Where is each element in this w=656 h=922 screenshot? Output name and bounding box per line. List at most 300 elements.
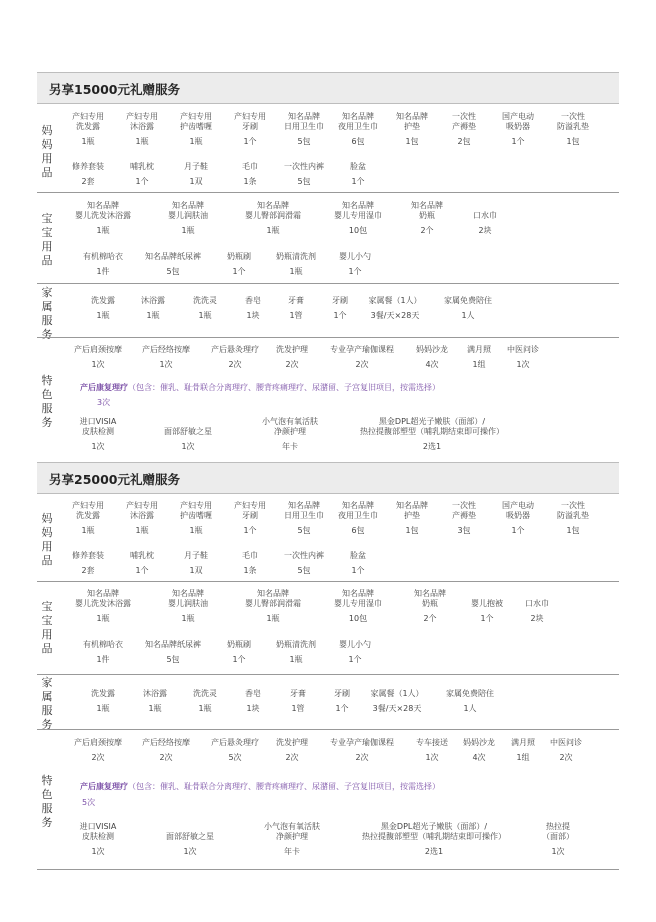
item-name: 哺乳枕 (130, 162, 154, 171)
item-name: 婴儿小勺 (339, 640, 371, 649)
item-name: 产后悬灸理疗 (211, 345, 259, 354)
item-name-line1 (155, 822, 225, 832)
item-name-line2: （面部） (542, 832, 574, 841)
rehab-title: 产后康复理疗 (80, 782, 128, 791)
item-name: 中医问诊 (507, 345, 539, 354)
item-name-line2: 防溢乳垫 (557, 122, 589, 131)
item-quantity: 1瓶 (289, 655, 303, 664)
item-quantity: 5包 (297, 526, 311, 535)
gift-item (537, 112, 609, 147)
divider (37, 283, 619, 284)
gift-item (130, 738, 202, 763)
category-label-family: 家 属 服 务 (41, 286, 53, 341)
item-name-line1: 产妇专用 (126, 112, 158, 121)
item-quantity: 2次 (559, 753, 573, 762)
item-name-line1: 一次性 (452, 112, 476, 121)
item-name: 奶瓶刷 (227, 252, 251, 261)
item-quantity: 1瓶 (148, 704, 162, 713)
item-quantity: 1个 (335, 704, 349, 713)
item-quantity: 1瓶 (96, 311, 110, 320)
item-quantity: 1个 (351, 566, 365, 575)
item-quantity: 2块 (530, 614, 544, 623)
item-quantity: 1瓶 (181, 614, 195, 623)
item-name-line2: 婴儿专用湿巾 (334, 211, 382, 220)
divider (37, 337, 619, 338)
category-label-baby: 宝 宝 用 品 (41, 212, 53, 267)
item-quantity: 2次 (355, 360, 369, 369)
item-name: 专业孕产瑜伽课程 (330, 345, 394, 354)
item-quantity: 6包 (351, 137, 365, 146)
item-name-line1: 黑金DPL超光子嫩肤（面部）/ (380, 822, 488, 831)
item-name-line2: 婴儿润肤油 (168, 211, 208, 220)
item-quantity: 1瓶 (181, 226, 195, 235)
item-name-line2: 口水巾 (473, 211, 497, 220)
gift-item (322, 589, 394, 624)
item-quantity: 6包 (351, 526, 365, 535)
category-label-special: 特 色 服 务 (41, 374, 53, 429)
item-quantity: 1瓶 (81, 137, 95, 146)
item-name-line1: 产妇专用 (180, 112, 212, 121)
item-name-line2: 热拉提馥部塑型（哺乳期结束即可操作） (362, 832, 506, 841)
item-quantity: 1次 (181, 442, 195, 451)
item-quantity: 1瓶 (198, 311, 212, 320)
item-name-line1: 知名品牌 (396, 501, 428, 510)
gift-item (62, 345, 134, 370)
item-name-line1: 知名品牌 (288, 112, 320, 121)
item-quantity: 5包 (297, 566, 311, 575)
item-name-line2: 婴儿抱被 (471, 599, 503, 608)
item-quantity: 1瓶 (189, 137, 203, 146)
item-quantity: 1个 (243, 137, 257, 146)
item-name: 婴儿小勺 (339, 252, 371, 261)
item-quantity: 1次 (516, 360, 530, 369)
gift-item (66, 417, 130, 452)
item-name-line1: 产妇专用 (180, 501, 212, 510)
rehab-line (80, 781, 440, 792)
gift-item (487, 345, 559, 370)
item-quantity: 1个 (351, 177, 365, 186)
item-quantity: 2次 (228, 360, 242, 369)
divider (37, 674, 619, 675)
item-quantity: 3餐/天×28天 (372, 704, 422, 713)
item-name-line1: 知名品牌 (87, 201, 119, 210)
gift-item (237, 589, 309, 624)
item-name-line1 (153, 417, 223, 427)
item-name: 妈妈沙龙 (416, 345, 448, 354)
item-name-line1: 知名品牌 (172, 201, 204, 210)
item-name: 专业孕产瑜伽课程 (330, 738, 394, 747)
item-name-line2: 婴儿洗发沐浴露 (75, 211, 131, 220)
item-name: 满月照 (511, 738, 535, 747)
item-quantity: 1瓶 (198, 704, 212, 713)
item-quantity: 1瓶 (135, 137, 149, 146)
item-quantity: 2次 (285, 753, 299, 762)
gift-item (326, 345, 398, 370)
item-name: 香皂 (245, 689, 261, 698)
item-name-line2: 沐浴露 (130, 511, 154, 520)
item-name-line1: 进口VISIA (79, 822, 117, 831)
item-name: 一次性内裤 (284, 551, 324, 560)
item-quantity: 2次 (355, 753, 369, 762)
gift-item (322, 162, 394, 187)
item-quantity: 1个 (135, 566, 149, 575)
item-name-line2: 护垫 (404, 122, 420, 131)
item-name-line2: 夜用卫生巾 (338, 511, 378, 520)
item-name-line2: 面部舒敏之星 (164, 427, 212, 436)
item-name-line2: 面部舒敏之星 (166, 832, 214, 841)
item-name-line2: 产褥垫 (452, 122, 476, 131)
gift-item (137, 640, 209, 665)
item-quantity: 1个 (232, 267, 246, 276)
divider (37, 869, 619, 870)
item-quantity: 1瓶 (96, 614, 110, 623)
item-name: 洗洗灵 (193, 689, 217, 698)
gift-item (449, 201, 521, 236)
item-quantity: 1块 (246, 311, 260, 320)
gift-item (67, 252, 139, 277)
item-quantity: 1个 (348, 267, 362, 276)
item-name: 毛巾 (242, 162, 258, 171)
item-name: 修养套装 (72, 551, 104, 560)
item-name-line2: 婴儿洗发沐浴露 (75, 599, 131, 608)
item-name-line1: 知名品牌 (342, 501, 374, 510)
item-name-line1: 知名品牌 (342, 589, 374, 598)
divider (37, 729, 619, 730)
gift-item (152, 201, 224, 236)
item-name: 奶瓶刷 (227, 640, 251, 649)
item-name: 沐浴露 (141, 296, 165, 305)
gift-item (434, 689, 506, 714)
item-name-line1: 知名品牌 (342, 112, 374, 121)
gift-item (322, 201, 394, 236)
gift-item (130, 345, 202, 370)
item-name-line1: 知名品牌 (396, 112, 428, 121)
gift-item (155, 822, 225, 857)
item-name: 牙膏 (290, 689, 306, 698)
item-quantity: 1个 (333, 311, 347, 320)
item-name-line1: 小气泡有氧活肤 (264, 822, 320, 831)
item-quantity: 年卡 (284, 847, 300, 856)
item-quantity: 2个 (423, 614, 437, 623)
item-name: 牙刷 (332, 296, 348, 305)
item-name: 洗洗灵 (193, 296, 217, 305)
item-name-line2: 吸奶器 (506, 511, 530, 520)
item-name-line1: 一次性 (452, 501, 476, 510)
rehab-count: 3次 (97, 398, 111, 407)
item-name-line2: 沐浴露 (130, 122, 154, 131)
item-quantity: 4次 (472, 753, 486, 762)
item-name-line2: 洗发露 (76, 122, 100, 131)
item-quantity: 2次 (91, 753, 105, 762)
item-quantity: 1次 (91, 442, 105, 451)
item-name: 产后经络按摩 (142, 738, 190, 747)
item-quantity: 1个 (232, 655, 246, 664)
gift-item (322, 551, 394, 576)
gift-item (67, 589, 139, 624)
item-name-line2: 护垫 (404, 511, 420, 520)
gift-item (137, 252, 209, 277)
item-quantity: 1个 (480, 614, 494, 623)
section-title: 另享25000元礼赠服务 (49, 472, 180, 487)
gift-item (67, 201, 139, 236)
item-name: 修养套装 (72, 162, 104, 171)
item-quantity: 1瓶 (96, 704, 110, 713)
item-name-line2: 皮肤检测 (82, 832, 114, 841)
category-label-mama: 妈 妈 用 品 (41, 124, 53, 179)
item-quantity: 1个 (135, 177, 149, 186)
item-quantity: 1次 (551, 847, 565, 856)
rehab-detail: （包含：催乳、耻骨联合分离理疗、腰背疼痛理疗、尿潴留、子宫复旧项目，按需选择） (128, 383, 440, 392)
item-name: 月子鞋 (184, 551, 208, 560)
item-quantity: 1瓶 (135, 526, 149, 535)
item-name: 中医问诊 (550, 738, 582, 747)
item-quantity: 1件 (96, 655, 110, 664)
gift-item (528, 822, 588, 857)
item-quantity: 1瓶 (189, 526, 203, 535)
item-quantity: 5包 (297, 137, 311, 146)
item-quantity: 1瓶 (289, 267, 303, 276)
gift-item (67, 640, 139, 665)
section-header-25000 (37, 462, 619, 494)
item-quantity: 2个 (420, 226, 434, 235)
item-name: 月子鞋 (184, 162, 208, 171)
item-name: 洗发护理 (276, 738, 308, 747)
rehab-line (80, 382, 440, 393)
item-quantity: 2套 (81, 177, 95, 186)
item-quantity: 1人 (463, 704, 477, 713)
item-quantity: 1件 (96, 267, 110, 276)
item-quantity: 1个 (511, 137, 525, 146)
category-label-family: 家 属 服 务 (41, 676, 53, 731)
item-quantity: 1次 (91, 847, 105, 856)
item-name: 有机棉哈衣 (83, 252, 123, 261)
section-title: 另享15000元礼赠服务 (49, 82, 180, 97)
item-name-line2: 日用卫生巾 (284, 511, 324, 520)
gift-item (432, 296, 504, 321)
item-quantity: 5包 (166, 267, 180, 276)
item-quantity: 5包 (166, 655, 180, 664)
gift-item (66, 822, 130, 857)
item-quantity: 1包 (405, 526, 419, 535)
item-name: 香皂 (245, 296, 261, 305)
category-label-mama: 妈 妈 用 品 (41, 512, 53, 567)
item-quantity: 1组 (472, 360, 486, 369)
item-name-line1: 知名品牌 (288, 501, 320, 510)
item-name: 专车接送 (416, 738, 448, 747)
item-quantity: 1包 (566, 137, 580, 146)
item-quantity: 1包 (405, 137, 419, 146)
item-quantity: 2次 (285, 360, 299, 369)
item-quantity: 2套 (81, 566, 95, 575)
item-name-line1: 产妇专用 (234, 112, 266, 121)
item-name: 洗发露 (91, 689, 115, 698)
item-name: 牙膏 (288, 296, 304, 305)
item-quantity: 3餐/天×28天 (370, 311, 420, 320)
item-name-line2: 婴儿臀部润滑霜 (245, 599, 301, 608)
item-name: 奶瓶清洗剂 (276, 252, 316, 261)
item-name-line1: 热拉提 (546, 822, 570, 831)
item-name-line1: 知名品牌 (414, 589, 446, 598)
gift-item (62, 738, 134, 763)
item-quantity: 1瓶 (146, 311, 160, 320)
item-name-line1 (501, 589, 573, 599)
section-header-15000 (37, 72, 619, 104)
item-name-line1 (449, 201, 521, 211)
item-quantity: 1次 (159, 360, 173, 369)
item-name-line2: 奶瓶 (422, 599, 438, 608)
gift-item (152, 589, 224, 624)
item-name: 产后经络按摩 (142, 345, 190, 354)
item-quantity: 1个 (243, 526, 257, 535)
item-name-line2: 洗发露 (76, 511, 100, 520)
item-name-line1: 国产电动 (502, 112, 534, 121)
item-name-line2: 牙刷 (242, 122, 258, 131)
item-name-line2: 日用卫生巾 (284, 122, 324, 131)
item-quantity: 1次 (425, 753, 439, 762)
item-name: 洗发露 (91, 296, 115, 305)
item-quantity: 3包 (457, 526, 471, 535)
item-quantity: 1组 (516, 753, 530, 762)
gift-item (537, 501, 609, 536)
rehab-detail: （包含：催乳、耻骨联合分离理疗、腰背疼痛理疗、尿潴留、子宫复旧项目，按需选择） (128, 782, 440, 791)
item-name-line1: 知名品牌 (257, 589, 289, 598)
item-quantity: 5包 (297, 177, 311, 186)
item-name-line2: 夜用卫生巾 (338, 122, 378, 131)
gift-item (237, 201, 309, 236)
item-quantity: 1条 (243, 566, 257, 575)
item-quantity: 2次 (159, 753, 173, 762)
gift-item (247, 822, 337, 857)
item-name-line2: 皮肤检测 (82, 427, 114, 436)
gift-item (345, 822, 523, 857)
item-name: 一次性内裤 (284, 162, 324, 171)
item-name-line2: 护齿嗜喱 (180, 122, 212, 131)
gift-item (343, 417, 521, 452)
item-quantity: 1瓶 (81, 526, 95, 535)
gift-item (319, 640, 391, 665)
item-name: 家属免费陪住 (444, 296, 492, 305)
gift-item (530, 738, 602, 763)
item-name-line1: 进口VISIA (79, 417, 117, 426)
gift-item (359, 296, 431, 321)
item-name-line1: 产妇专用 (234, 501, 266, 510)
item-name: 脸盆 (350, 162, 366, 171)
item-name-line2: 热拉提馥部塑型（哺乳期结束即可操作） (360, 427, 504, 436)
item-name-line2: 净颜护理 (276, 832, 308, 841)
gift-item (245, 417, 335, 452)
item-quantity: 1双 (189, 177, 203, 186)
item-name-line1: 知名品牌 (257, 201, 289, 210)
gift-item (319, 252, 391, 277)
gift-item (256, 345, 328, 370)
item-name-line2: 净颜护理 (274, 427, 306, 436)
item-quantity: 1块 (246, 704, 260, 713)
item-name-line2: 吸奶器 (506, 122, 530, 131)
item-name-line1: 一次性 (561, 112, 585, 121)
item-quantity: 1个 (511, 526, 525, 535)
item-name: 奶瓶清洗剂 (276, 640, 316, 649)
item-name: 洗发护理 (276, 345, 308, 354)
item-quantity: 2选1 (422, 442, 442, 451)
item-name-line1: 小气泡有氧活肤 (262, 417, 318, 426)
gift-item (361, 689, 433, 714)
item-quantity: 1管 (289, 311, 303, 320)
item-quantity: 5次 (228, 753, 242, 762)
item-name-line1: 知名品牌 (411, 201, 443, 210)
item-name: 哺乳枕 (130, 551, 154, 560)
item-name-line2: 婴儿臀部润滑霜 (245, 211, 301, 220)
item-quantity: 10包 (348, 614, 368, 623)
gift-item (501, 589, 573, 624)
category-label-special: 特 色 服 务 (41, 774, 53, 829)
item-quantity: 2包 (457, 137, 471, 146)
item-quantity: 1次 (183, 847, 197, 856)
rehab-title: 产后康复理疗 (80, 383, 128, 392)
item-name: 知名品牌纸尿裤 (145, 640, 201, 649)
item-name: 毛巾 (242, 551, 258, 560)
item-name-line2: 护齿嗜喱 (180, 511, 212, 520)
item-name: 产后肩颈按摩 (74, 345, 122, 354)
rehab-count: 5次 (82, 798, 96, 807)
item-name: 脸盆 (350, 551, 366, 560)
item-quantity: 1包 (566, 526, 580, 535)
item-name-line1: 知名品牌 (172, 589, 204, 598)
item-name-line2: 防溢乳垫 (557, 511, 589, 520)
divider (37, 581, 619, 582)
item-quantity: 1次 (91, 360, 105, 369)
item-name: 知名品牌纸尿裤 (145, 252, 201, 261)
item-quantity: 10包 (348, 226, 368, 235)
item-quantity: 1条 (243, 177, 257, 186)
item-name-line1: 知名品牌 (87, 589, 119, 598)
gift-item (326, 738, 398, 763)
item-name: 家属免费陪住 (446, 689, 494, 698)
item-quantity: 1瓶 (266, 226, 280, 235)
item-name: 产后悬灸理疗 (211, 738, 259, 747)
item-name-line2: 口水巾 (525, 599, 549, 608)
item-quantity: 1管 (291, 704, 305, 713)
item-name-line1: 一次性 (561, 501, 585, 510)
item-quantity: 4次 (425, 360, 439, 369)
item-name: 沐浴露 (143, 689, 167, 698)
item-name-line1: 产妇专用 (126, 501, 158, 510)
item-quantity: 2块 (478, 226, 492, 235)
item-name: 满月照 (467, 345, 491, 354)
item-name: 牙刷 (334, 689, 350, 698)
item-name: 家属餐（1人） (368, 296, 422, 305)
divider (37, 192, 619, 193)
item-name-line2: 产褥垫 (452, 511, 476, 520)
item-name-line2: 奶瓶 (419, 211, 435, 220)
item-name: 妈妈沙龙 (463, 738, 495, 747)
item-name: 产后肩颈按摩 (74, 738, 122, 747)
item-quantity: 1人 (461, 311, 475, 320)
item-name-line1: 知名品牌 (342, 201, 374, 210)
item-name-line1: 产妇专用 (72, 501, 104, 510)
item-quantity: 1瓶 (96, 226, 110, 235)
item-quantity: 1个 (348, 655, 362, 664)
item-name-line2: 牙刷 (242, 511, 258, 520)
item-name-line1: 国产电动 (502, 501, 534, 510)
item-name-line2: 婴儿专用湿巾 (334, 599, 382, 608)
item-name-line2: 婴儿润肤油 (168, 599, 208, 608)
item-quantity: 1双 (189, 566, 203, 575)
item-name: 有机棉哈衣 (83, 640, 123, 649)
gift-item (153, 417, 223, 452)
item-quantity: 1瓶 (266, 614, 280, 623)
item-quantity: 年卡 (282, 442, 298, 451)
category-label-baby: 宝 宝 用 品 (41, 600, 53, 655)
